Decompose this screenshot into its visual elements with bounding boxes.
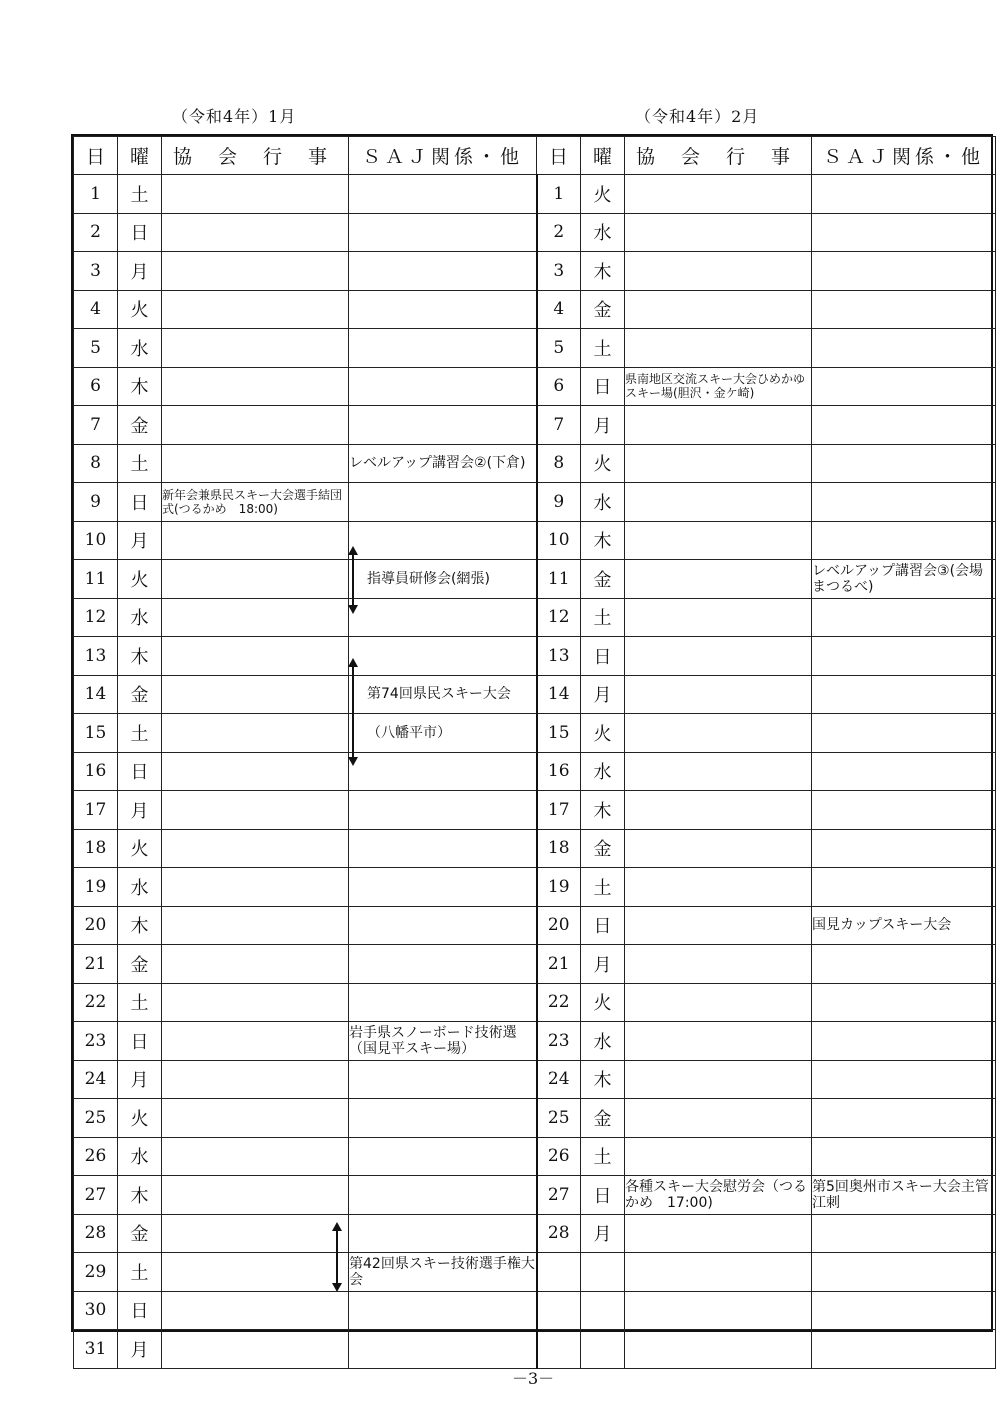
feb-weekday-cell: 火 (581, 444, 625, 483)
feb-day-cell: 3 (537, 252, 581, 291)
jan-assoc-event (162, 598, 349, 637)
feb-day-cell: 17 (537, 791, 581, 830)
jan-day-cell: 2 (74, 213, 118, 252)
feb-weekday-cell: 火 (581, 983, 625, 1022)
jan-weekday-cell: 金 (118, 675, 162, 714)
jan-day-cell: 18 (74, 829, 118, 868)
feb-saj-event (812, 1099, 996, 1138)
table-row (74, 598, 996, 637)
jan-day-cell: 16 (74, 752, 118, 791)
feb-day-cell (537, 1291, 581, 1330)
feb-day-cell: 1 (537, 175, 581, 214)
feb-assoc-event (625, 1330, 812, 1369)
table-row (74, 175, 996, 214)
feb-saj-event (812, 329, 996, 368)
feb-assoc-event (625, 1291, 812, 1330)
feb-day-cell: 13 (537, 637, 581, 676)
feb-day-cell: 28 (537, 1214, 581, 1253)
feb-day-cell: 6 (537, 367, 581, 406)
table-row (74, 637, 996, 676)
jan-saj-event: 岩手県スノーボード技術選（国見平スキー場） (349, 1022, 537, 1061)
jan-assoc-event (162, 791, 349, 830)
feb-saj-event (812, 637, 996, 676)
jan-weekday-cell: 土 (118, 444, 162, 483)
jan-weekday-cell: 土 (118, 714, 162, 753)
jan-assoc-event (162, 1253, 349, 1292)
jan-assoc-event (162, 406, 349, 445)
jan-saj-event (349, 752, 537, 791)
duration-arrow-29-30 (336, 1224, 338, 1290)
jan-assoc-event (162, 637, 349, 676)
feb-day-cell: 15 (537, 714, 581, 753)
feb-day-cell: 23 (537, 1022, 581, 1061)
feb-assoc-event (625, 1137, 812, 1176)
table-row (74, 444, 996, 483)
feb-day-cell: 19 (537, 868, 581, 907)
feb-day-cell: 22 (537, 983, 581, 1022)
jan-day-cell: 13 (74, 637, 118, 676)
duration-arrow-14-16 (352, 660, 354, 764)
jan-saj-event (349, 868, 537, 907)
jan-assoc-event (162, 1099, 349, 1138)
jan-saj-event: 第42回県スキー技術選手権大会 (349, 1253, 537, 1292)
jan-weekday-cell: 月 (118, 791, 162, 830)
jan-assoc-event (162, 252, 349, 291)
jan-weekday-cell: 金 (118, 945, 162, 984)
jan-assoc-event (162, 714, 349, 753)
table-row (74, 406, 996, 445)
jan-weekday-cell: 土 (118, 1253, 162, 1292)
feb-day-cell: 25 (537, 1099, 581, 1138)
feb-day-cell: 7 (537, 406, 581, 445)
feb-weekday-cell: 日 (581, 637, 625, 676)
jan-day-cell: 1 (74, 175, 118, 214)
jan-saj-event (349, 1060, 537, 1099)
jan-assoc-event (162, 213, 349, 252)
feb-saj-event (812, 483, 996, 522)
feb-saj-event (812, 868, 996, 907)
feb-assoc-event (625, 1060, 812, 1099)
jan-saj-event (349, 598, 537, 637)
jan-saj-event (349, 406, 537, 445)
jan-saj-event (349, 983, 537, 1022)
feb-weekday-header: 曜 (581, 137, 625, 175)
jan-weekday-cell: 月 (118, 252, 162, 291)
jan-assoc-event (162, 290, 349, 329)
feb-weekday-cell: 日 (581, 1176, 625, 1215)
jan-weekday-cell: 日 (118, 1291, 162, 1330)
jan-assoc-event (162, 1330, 349, 1369)
feb-saj-event (812, 1214, 996, 1253)
jan-day-header: 日 (74, 137, 118, 175)
jan-assoc-event (162, 1137, 349, 1176)
feb-weekday-cell: 月 (581, 406, 625, 445)
jan-assoc-event (162, 752, 349, 791)
jan-weekday-cell: 木 (118, 637, 162, 676)
feb-assoc-event (625, 521, 812, 560)
feb-weekday-cell: 日 (581, 906, 625, 945)
feb-saj-event (812, 290, 996, 329)
feb-day-header: 日 (537, 137, 581, 175)
feb-day-cell: 4 (537, 290, 581, 329)
table-row (74, 829, 996, 868)
table-row (74, 1176, 996, 1215)
feb-weekday-cell: 日 (581, 367, 625, 406)
feb-saj-event (812, 1291, 996, 1330)
feb-saj-event (812, 829, 996, 868)
feb-day-cell: 26 (537, 1137, 581, 1176)
table-row (74, 1214, 996, 1253)
feb-saj-event (812, 1330, 996, 1369)
jan-saj-event (349, 1176, 537, 1215)
jan-weekday-cell: 土 (118, 983, 162, 1022)
jan-weekday-cell: 月 (118, 1330, 162, 1369)
feb-assoc-event (625, 752, 812, 791)
feb-weekday-cell: 水 (581, 1022, 625, 1061)
jan-day-cell: 27 (74, 1176, 118, 1215)
table-row (74, 290, 996, 329)
jan-day-cell: 14 (74, 675, 118, 714)
table-row (74, 367, 996, 406)
table-row (74, 906, 996, 945)
feb-day-cell: 5 (537, 329, 581, 368)
jan-assoc-event (162, 1214, 349, 1253)
jan-saj-event: 第74回県民スキー大会 (349, 675, 537, 714)
feb-assoc-event (625, 406, 812, 445)
jan-saj-event (349, 175, 537, 214)
feb-assoc-event (625, 675, 812, 714)
feb-saj-event: 国見カップスキー大会 (812, 906, 996, 945)
jan-day-cell: 28 (74, 1214, 118, 1253)
feb-weekday-cell: 土 (581, 598, 625, 637)
feb-assoc-event (625, 483, 812, 522)
table-row (74, 945, 996, 984)
jan-assoc-event: 新年会兼県民スキー大会選手結団式(つるかめ 18:00) (162, 483, 349, 522)
jan-saj-event (349, 1291, 537, 1330)
feb-day-cell (537, 1253, 581, 1292)
jan-assoc-event (162, 329, 349, 368)
feb-saj-event (812, 983, 996, 1022)
feb-saj-event (812, 945, 996, 984)
feb-weekday-cell: 金 (581, 560, 625, 599)
table-row (74, 213, 996, 252)
jan-saj-event (349, 521, 537, 560)
feb-day-cell: 11 (537, 560, 581, 599)
table-row (74, 1330, 996, 1369)
jan-day-cell: 30 (74, 1291, 118, 1330)
table-row (74, 983, 996, 1022)
jan-day-cell: 11 (74, 560, 118, 599)
jan-weekday-cell: 月 (118, 1060, 162, 1099)
feb-saj-event (812, 1060, 996, 1099)
feb-day-cell: 2 (537, 213, 581, 252)
jan-weekday-cell: 日 (118, 752, 162, 791)
jan-weekday-cell: 火 (118, 829, 162, 868)
feb-assoc-event (625, 213, 812, 252)
jan-saj-event (349, 290, 537, 329)
jan-day-cell: 19 (74, 868, 118, 907)
feb-saj-event (812, 367, 996, 406)
jan-day-cell: 26 (74, 1137, 118, 1176)
feb-day-cell: 18 (537, 829, 581, 868)
feb-assoc-event: 県南地区交流スキー大会ひめかゆスキー場(胆沢・金ケ崎) (625, 367, 812, 406)
feb-day-cell: 27 (537, 1176, 581, 1215)
feb-saj-event (812, 714, 996, 753)
jan-saj-event (349, 213, 537, 252)
table-row (74, 1137, 996, 1176)
feb-assoc-event (625, 252, 812, 291)
jan-day-cell: 9 (74, 483, 118, 522)
jan-saj-event (349, 329, 537, 368)
table-row (74, 252, 996, 291)
jan-assoc-event (162, 521, 349, 560)
jan-day-cell: 17 (74, 791, 118, 830)
duration-arrow-11-12 (352, 548, 354, 612)
jan-saj-event (349, 1137, 537, 1176)
jan-weekday-cell: 土 (118, 175, 162, 214)
feb-weekday-cell: 金 (581, 1099, 625, 1138)
jan-assoc-event (162, 945, 349, 984)
feb-day-cell: 12 (537, 598, 581, 637)
jan-day-cell: 8 (74, 444, 118, 483)
jan-assoc-event (162, 1291, 349, 1330)
jan-weekday-cell: 日 (118, 1022, 162, 1061)
jan-weekday-header: 曜 (118, 137, 162, 175)
jan-day-cell: 21 (74, 945, 118, 984)
jan-assoc-event (162, 983, 349, 1022)
jan-day-cell: 10 (74, 521, 118, 560)
feb-weekday-cell: 金 (581, 829, 625, 868)
feb-day-cell: 24 (537, 1060, 581, 1099)
feb-saj-event (812, 791, 996, 830)
table-row (74, 675, 996, 714)
table-row (74, 868, 996, 907)
jan-day-cell: 31 (74, 1330, 118, 1369)
feb-weekday-cell: 土 (581, 868, 625, 907)
feb-weekday-cell: 月 (581, 945, 625, 984)
jan-day-cell: 12 (74, 598, 118, 637)
jan-weekday-cell: 木 (118, 1176, 162, 1215)
jan-weekday-cell: 木 (118, 906, 162, 945)
feb-saj-event (812, 1253, 996, 1292)
feb-assoc-event (625, 983, 812, 1022)
jan-day-cell: 6 (74, 367, 118, 406)
feb-weekday-cell (581, 1291, 625, 1330)
table-row (74, 1253, 996, 1292)
feb-assoc-event (625, 945, 812, 984)
table-row (74, 1022, 996, 1061)
jan-saj-event (349, 483, 537, 522)
feb-weekday-cell: 木 (581, 252, 625, 291)
feb-saj-event (812, 213, 996, 252)
jan-weekday-cell: 木 (118, 367, 162, 406)
jan-saj-event: レベルアップ講習会②(下倉) (349, 444, 537, 483)
feb-assoc-event (625, 1253, 812, 1292)
table-row (74, 714, 996, 753)
jan-assoc-event (162, 675, 349, 714)
feb-saj-event (812, 521, 996, 560)
feb-day-cell: 10 (537, 521, 581, 560)
feb-saj-event (812, 752, 996, 791)
feb-assoc-event (625, 444, 812, 483)
jan-day-cell: 29 (74, 1253, 118, 1292)
table-row (74, 752, 996, 791)
jan-day-cell: 20 (74, 906, 118, 945)
table-row (74, 1099, 996, 1138)
feb-weekday-cell: 水 (581, 213, 625, 252)
jan-assoc-event (162, 444, 349, 483)
jan-saj-event (349, 637, 537, 676)
feb-weekday-cell: 木 (581, 1060, 625, 1099)
feb-weekday-cell: 土 (581, 1137, 625, 1176)
calendar-body (74, 175, 996, 1369)
feb-assoc-event (625, 791, 812, 830)
jan-weekday-cell: 火 (118, 1099, 162, 1138)
table-row (74, 521, 996, 560)
table-row (74, 1060, 996, 1099)
page-number: －3－ (512, 1369, 555, 1388)
jan-assoc-event (162, 1022, 349, 1061)
jan-day-cell: 15 (74, 714, 118, 753)
feb-weekday-cell: 水 (581, 483, 625, 522)
feb-weekday-cell: 木 (581, 521, 625, 560)
jan-assoc-event (162, 1060, 349, 1099)
feb-saj-header: ＳＡＪ関係・他 (812, 137, 996, 175)
jan-saj-event (349, 367, 537, 406)
jan-weekday-cell: 月 (118, 521, 162, 560)
feb-assoc-event (625, 714, 812, 753)
feb-weekday-cell: 火 (581, 714, 625, 753)
feb-saj-event (812, 1022, 996, 1061)
feb-weekday-cell (581, 1253, 625, 1292)
feb-assoc-event (625, 1099, 812, 1138)
feb-saj-event (812, 598, 996, 637)
january-caption: （令和4年）1月 (172, 107, 297, 126)
feb-assoc-event (625, 906, 812, 945)
feb-assoc-event (625, 829, 812, 868)
feb-day-cell (537, 1330, 581, 1369)
jan-day-cell: 4 (74, 290, 118, 329)
feb-weekday-cell: 金 (581, 290, 625, 329)
table-row (74, 483, 996, 522)
feb-saj-event (812, 406, 996, 445)
jan-weekday-cell: 水 (118, 598, 162, 637)
feb-day-cell: 9 (537, 483, 581, 522)
jan-weekday-cell: 水 (118, 329, 162, 368)
feb-weekday-cell: 水 (581, 752, 625, 791)
jan-weekday-cell: 火 (118, 560, 162, 599)
jan-assoc-header: 協 会 行 事 (162, 137, 349, 175)
jan-weekday-cell: 金 (118, 406, 162, 445)
jan-saj-event (349, 829, 537, 868)
feb-assoc-event (625, 175, 812, 214)
jan-assoc-event (162, 560, 349, 599)
jan-saj-event (349, 1099, 537, 1138)
feb-assoc-event: 各種スキー大会慰労会（つるかめ 17:00) (625, 1176, 812, 1215)
jan-saj-event: 指導員研修会(網張) (349, 560, 537, 599)
feb-weekday-cell: 火 (581, 175, 625, 214)
feb-saj-event: 第5回奥州市スキー大会主管江刺 (812, 1176, 996, 1215)
jan-weekday-cell: 金 (118, 1214, 162, 1253)
february-caption: （令和4年）2月 (635, 107, 760, 126)
jan-weekday-cell: 火 (118, 290, 162, 329)
jan-weekday-cell: 水 (118, 1137, 162, 1176)
feb-day-cell: 14 (537, 675, 581, 714)
table-row (74, 329, 996, 368)
feb-assoc-event (625, 598, 812, 637)
feb-saj-event: レベルアップ講習会③(会場まつるべ) (812, 560, 996, 599)
feb-assoc-event (625, 560, 812, 599)
jan-weekday-cell: 日 (118, 213, 162, 252)
jan-day-cell: 3 (74, 252, 118, 291)
feb-assoc-event (625, 1214, 812, 1253)
jan-weekday-cell: 日 (118, 483, 162, 522)
feb-weekday-cell (581, 1330, 625, 1369)
jan-assoc-event (162, 367, 349, 406)
table-row (74, 560, 996, 599)
feb-saj-event (812, 444, 996, 483)
feb-assoc-header: 協 会 行 事 (625, 137, 812, 175)
feb-assoc-event (625, 637, 812, 676)
feb-weekday-cell: 月 (581, 1214, 625, 1253)
jan-day-cell: 7 (74, 406, 118, 445)
feb-day-cell: 16 (537, 752, 581, 791)
jan-saj-event (349, 252, 537, 291)
jan-day-cell: 23 (74, 1022, 118, 1061)
jan-day-cell: 5 (74, 329, 118, 368)
header-row (74, 137, 996, 175)
jan-saj-header: ＳＡＪ関係・他 (349, 137, 537, 175)
feb-assoc-event (625, 1022, 812, 1061)
table-row (74, 791, 996, 830)
jan-weekday-cell: 水 (118, 868, 162, 907)
feb-saj-event (812, 675, 996, 714)
jan-assoc-event (162, 1176, 349, 1215)
jan-saj-event (349, 791, 537, 830)
jan-saj-event: （八幡平市） (349, 714, 537, 753)
feb-day-cell: 21 (537, 945, 581, 984)
jan-assoc-event (162, 868, 349, 907)
feb-assoc-event (625, 868, 812, 907)
feb-assoc-event (625, 329, 812, 368)
calendar-table (71, 134, 993, 1361)
jan-saj-event (349, 906, 537, 945)
feb-weekday-cell: 土 (581, 329, 625, 368)
feb-saj-event (812, 1137, 996, 1176)
feb-weekday-cell: 木 (581, 791, 625, 830)
jan-saj-event (349, 1330, 537, 1369)
jan-day-cell: 25 (74, 1099, 118, 1138)
feb-weekday-cell: 月 (581, 675, 625, 714)
jan-assoc-event (162, 829, 349, 868)
feb-day-cell: 8 (537, 444, 581, 483)
jan-day-cell: 24 (74, 1060, 118, 1099)
jan-saj-event (349, 945, 537, 984)
feb-day-cell: 20 (537, 906, 581, 945)
feb-saj-event (812, 252, 996, 291)
jan-assoc-event (162, 175, 349, 214)
table-row (74, 1291, 996, 1330)
jan-assoc-event (162, 906, 349, 945)
feb-assoc-event (625, 290, 812, 329)
jan-day-cell: 22 (74, 983, 118, 1022)
jan-saj-event (349, 1214, 537, 1253)
feb-saj-event (812, 175, 996, 214)
